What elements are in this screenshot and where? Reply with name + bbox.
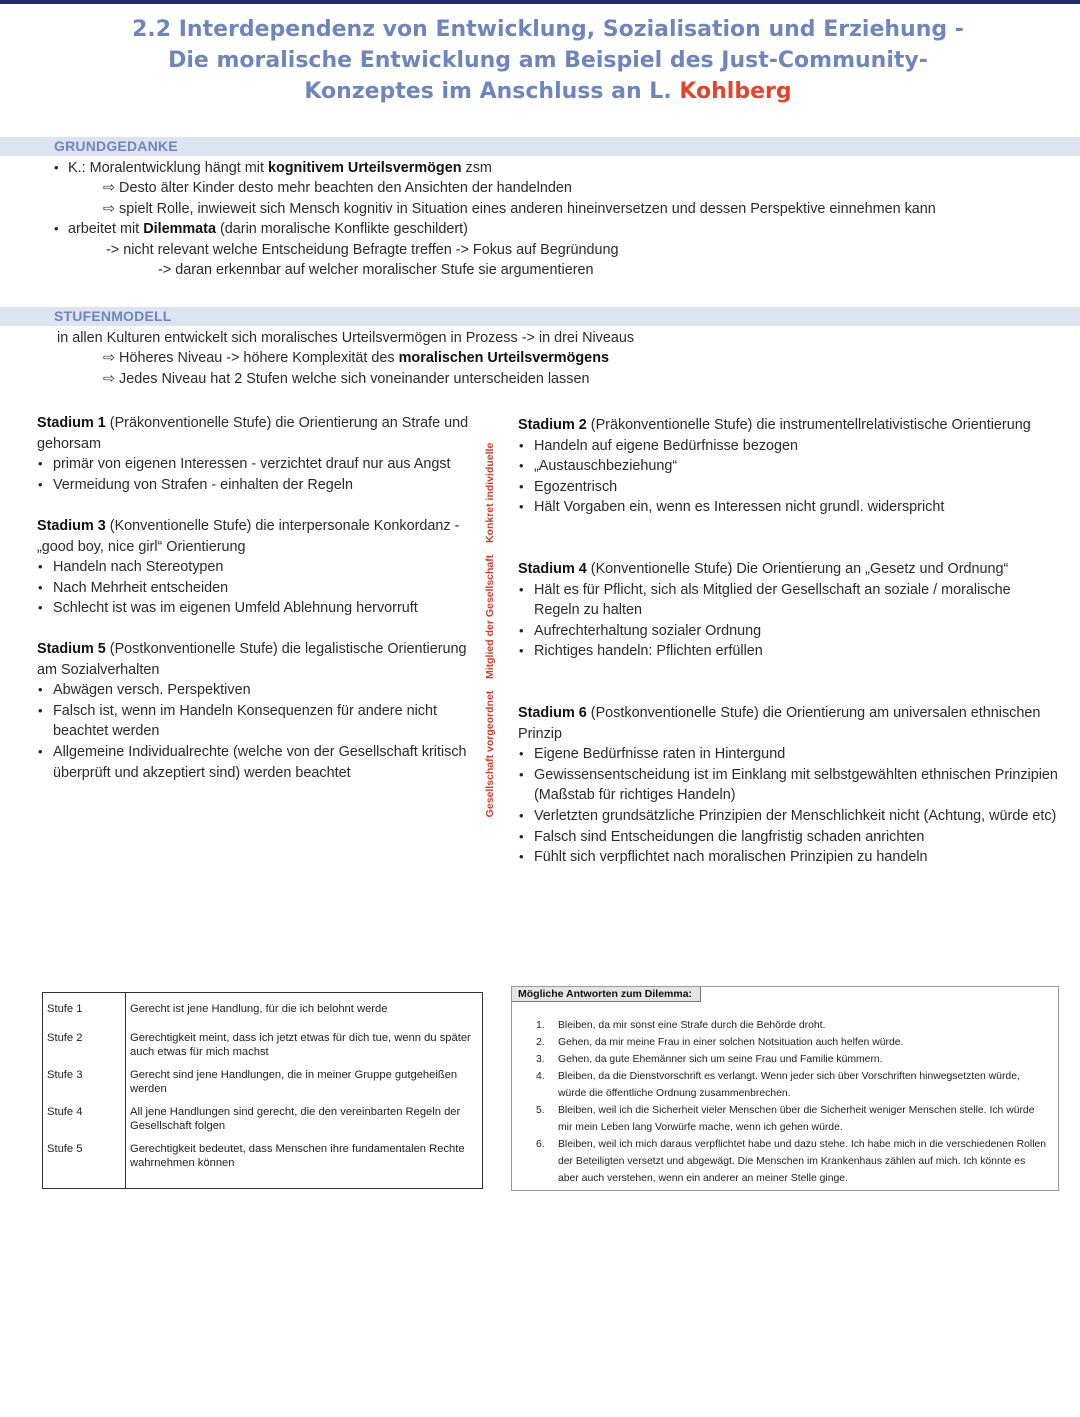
dilemma-heading: Mögliche Antworten zum Dilemma: (512, 987, 701, 1002)
list-item: • Schlecht ist was im eigenen Umfeld Ablehnung hervorruft (37, 598, 483, 619)
list-item: • Vermeidung von Strafen - einhalten der Regeln (37, 475, 483, 496)
section-header-grundgedanke: GRUNDGEDANKE (0, 137, 1080, 156)
stadium-2: Stadium 2 (Präkonventionelle Stufe) die instrumentellrelativistische Orientierung • Handeln auf eigene Bedürfnisse bezogen • „Austauschbeziehung“ • Egozentrisch • Hält Vorgaben ein, wenn es Interessen nicht grundl. widerspricht (518, 415, 1058, 518)
dilemma-list (536, 1017, 1048, 1187)
top-border (0, 0, 1080, 4)
bullet-kognitiv: • K.: Moralentwicklung hängt mit kognitivem Urteilsvermögen zsm (68, 158, 492, 178)
table-row: Stufe 1 Gerecht ist jene Handlung, für die ich belohnt werde (43, 993, 483, 1023)
bullet-dilemmata: • arbeitet mit Dilemmata (darin moralische Konflikte geschildert) (68, 219, 468, 239)
list-item: 6. Bleiben, weil ich mich daraus verpflichtet habe und dazu stehe. Ich habe mich in die verschiedenen Rollen der Beteiligten versetzt und abgewägt. Die Menschen im Krankenhaus zählen auf mich. Ich könnte es aber auch verstehen, wenn ein anderer an meiner Stelle ginge. (536, 1139, 1047, 1184)
list-item: • Fühlt sich verpflichtet nach moralischen Prinzipien zu handeln (518, 847, 1058, 868)
stadium-4: Stadium 4 (Konventionelle Stufe) Die Orientierung an „Gesetz und Ordnung“ • Hält es für Pflicht, sich als Mitglied der Gesellschaft an soziale / moralische Regeln zu halten • Aufrechterhaltung sozialer Ordnung • Richtiges handeln: Pflichten erfüllen (518, 559, 1058, 662)
list-item: 1. Bleiben, da mir sonst eine Strafe durch die Behörde droht. (536, 1020, 826, 1031)
list-item: • Handeln nach Stereotypen (37, 557, 483, 578)
list-item: • Richtiges handeln: Pflichten erfüllen (518, 641, 1058, 662)
list-item: • „Austauschbeziehung“ (518, 456, 1058, 477)
list-item: • Hält es für Pflicht, sich als Mitglied der Gesellschaft an soziale / moralische Regeln zu halten (518, 580, 1058, 621)
list-item: • Nach Mehrheit entscheiden (37, 578, 483, 599)
list-item: • Gewissensentscheidung ist im Einklang mit selbstgewählten ethnischen Prinzipien (Maßstab für richtiges Handeln) (518, 765, 1058, 806)
list-item: • Allgemeine Individualrechte (welche von der Gesellschaft kritisch überprüft und akzeptiert sind) werden beachtet (37, 742, 469, 783)
list-item: • Egozentrisch (518, 477, 1058, 498)
table-row: Stufe 4 All jene Handlungen sind gerecht, die den vereinbarten Regeln der Gesellschaft folgen (43, 1097, 483, 1134)
list-item: • Falsch ist, wenn im Handeln Konsequenzen für andere nicht beachtet werden (37, 701, 469, 742)
stadium-6: Stadium 6 (Postkonventionelle Stufe) die Orientierung am universalen ethnischen Prinzip • Eigene Bedürfnisse raten in Hintergund • Gewissensentscheidung ist im Einklang mit selbstgewählten ethnischen Prinzipien (Maßstab für richtiges Handeln) • Verletzten grundsätzliche Prinzipien der Menschlichkeit nicht (Achtung, würde etc) • Falsch sind Entscheidungen die langfristig schaden anrichten • Fühlt sich verpflichtet nach moralischen Prinzipien zu handeln (518, 703, 1058, 868)
list-item: • Verletzten grundsätzliche Prinzipien der Menschlichkeit nicht (Achtung, würde etc) (518, 806, 1058, 827)
sub-line: ⇨ spielt Rolle, inwieweit sich Mensch kognitiv in Situation eines anderen hineinversetzen und dessen Perspektive einnehmen kann (103, 201, 936, 217)
sub-line: ⇨ Höheres Niveau -> höhere Komplexität des moralischen Urteilsvermögens (103, 350, 609, 366)
list-item: • Abwägen versch. Perspektiven (37, 680, 469, 701)
sub-line: -> daran erkennbar auf welcher moralischer Stufe sie argumentieren (158, 262, 594, 278)
sub-line: ⇨ Desto älter Kinder desto mehr beachten den Ansichten der handelnden (103, 180, 572, 196)
list-item: 4. Bleiben, da die Dienstvorschrift es verlangt. Wenn jeder sich über Vorschriften hinwegsetzten würde, würde die öffentliche Ordnung zusammenbrechen. (536, 1071, 1020, 1099)
title-line-2: Die moralische Entwicklung am Beispiel des Just-Community- (168, 48, 928, 73)
title-name: Kohlberg (679, 79, 792, 104)
list-item: 5. Bleiben, weil ich die Sicherheit vieler Menschen über die Sicherheit weniger Menschen stelle. Ich würde mir mein Leben lang Vorwürfe mache, wenn ich gehen würde. (536, 1105, 1035, 1133)
list-item: • primär von eigenen Interessen - verzichtet drauf nur aus Angst (37, 454, 483, 475)
dilemma-box (511, 986, 1059, 1191)
stadium-3: Stadium 3 (Konventionelle Stufe) die interpersonale Konkordanz - „good boy, nice girl“ Orientierung • Handeln nach Stereotypen • Nach Mehrheit entscheiden • Schlecht ist was im eigenen Umfeld Ablehnung hervorruft (37, 516, 483, 619)
vertical-level-label: Gesellschaft vorgeordnet Mitglied der Gesellschaft Konkret individuelle (484, 442, 496, 818)
title-line-3: Konzeptes im Anschluss an L. Kohlberg (304, 79, 792, 104)
list-item: • Falsch sind Entscheidungen die langfristig schaden anrichten (518, 827, 1058, 848)
table-row: Stufe 5 Gerechtigkeit bedeutet, dass Menschen ihre fundamentalen Rechte wahrnehmen können (43, 1134, 483, 1189)
list-item: 3. Gehen, da gute Ehemänner sich um seine Frau und Familie kümmern. (536, 1054, 883, 1065)
list-item: • Eigene Bedürfnisse raten in Hintergund (518, 744, 1058, 765)
list-item: • Hält Vorgaben ein, wenn es Interessen nicht grundl. widerspricht (518, 497, 1058, 518)
section-header-stufenmodell: STUFENMODELL (0, 307, 1080, 326)
table-row: Stufe 3 Gerecht sind jene Handlungen, die in meiner Gruppe gutgeheißen werden (43, 1060, 483, 1097)
list-item: 2. Gehen, da mir meine Frau in einer solchen Notsituation auch helfen würde. (536, 1037, 904, 1048)
title-line-1: 2.2 Interdependenz von Entwicklung, Sozialisation und Erziehung - (132, 17, 964, 42)
list-item: • Aufrechterhaltung sozialer Ordnung (518, 621, 1058, 642)
list-item: • Handeln auf eigene Bedürfnisse bezogen (518, 436, 1058, 457)
stadium-1: Stadium 1 (Präkonventionelle Stufe) die Orientierung an Strafe und gehorsam • primär von eigenen Interessen - verzichtet drauf nur aus Angst • Vermeidung von Strafen - einhalten der Regeln (37, 413, 483, 495)
stadium-5: Stadium 5 (Postkonventionelle Stufe) die legalistische Orientierung am Sozialverhalten • Abwägen versch. Perspektiven • Falsch ist, wenn im Handeln Konsequenzen für andere nicht beachtet werden • Allgemeine Individualrechte (welche von der Gesellschaft kritisch überprüft und akzeptiert sind) werden beachtet (37, 639, 469, 783)
stufen-table (42, 992, 483, 1189)
page-title (0, 14, 1080, 107)
sub-line: -> nicht relevant welche Entscheidung Befragte treffen -> Fokus auf Begründung (106, 242, 619, 258)
table-row: Stufe 2 Gerechtigkeit meint, dass ich jetzt etwas für dich tue, wenn du später auch etwas für mich machst (43, 1023, 483, 1060)
sub-line: ⇨ Jedes Niveau hat 2 Stufen welche sich voneinander unterscheiden lassen (103, 371, 590, 387)
intro-line: in allen Kulturen entwickelt sich moralisches Urteilsvermögen in Prozess -> in drei Niveaus (57, 330, 635, 346)
